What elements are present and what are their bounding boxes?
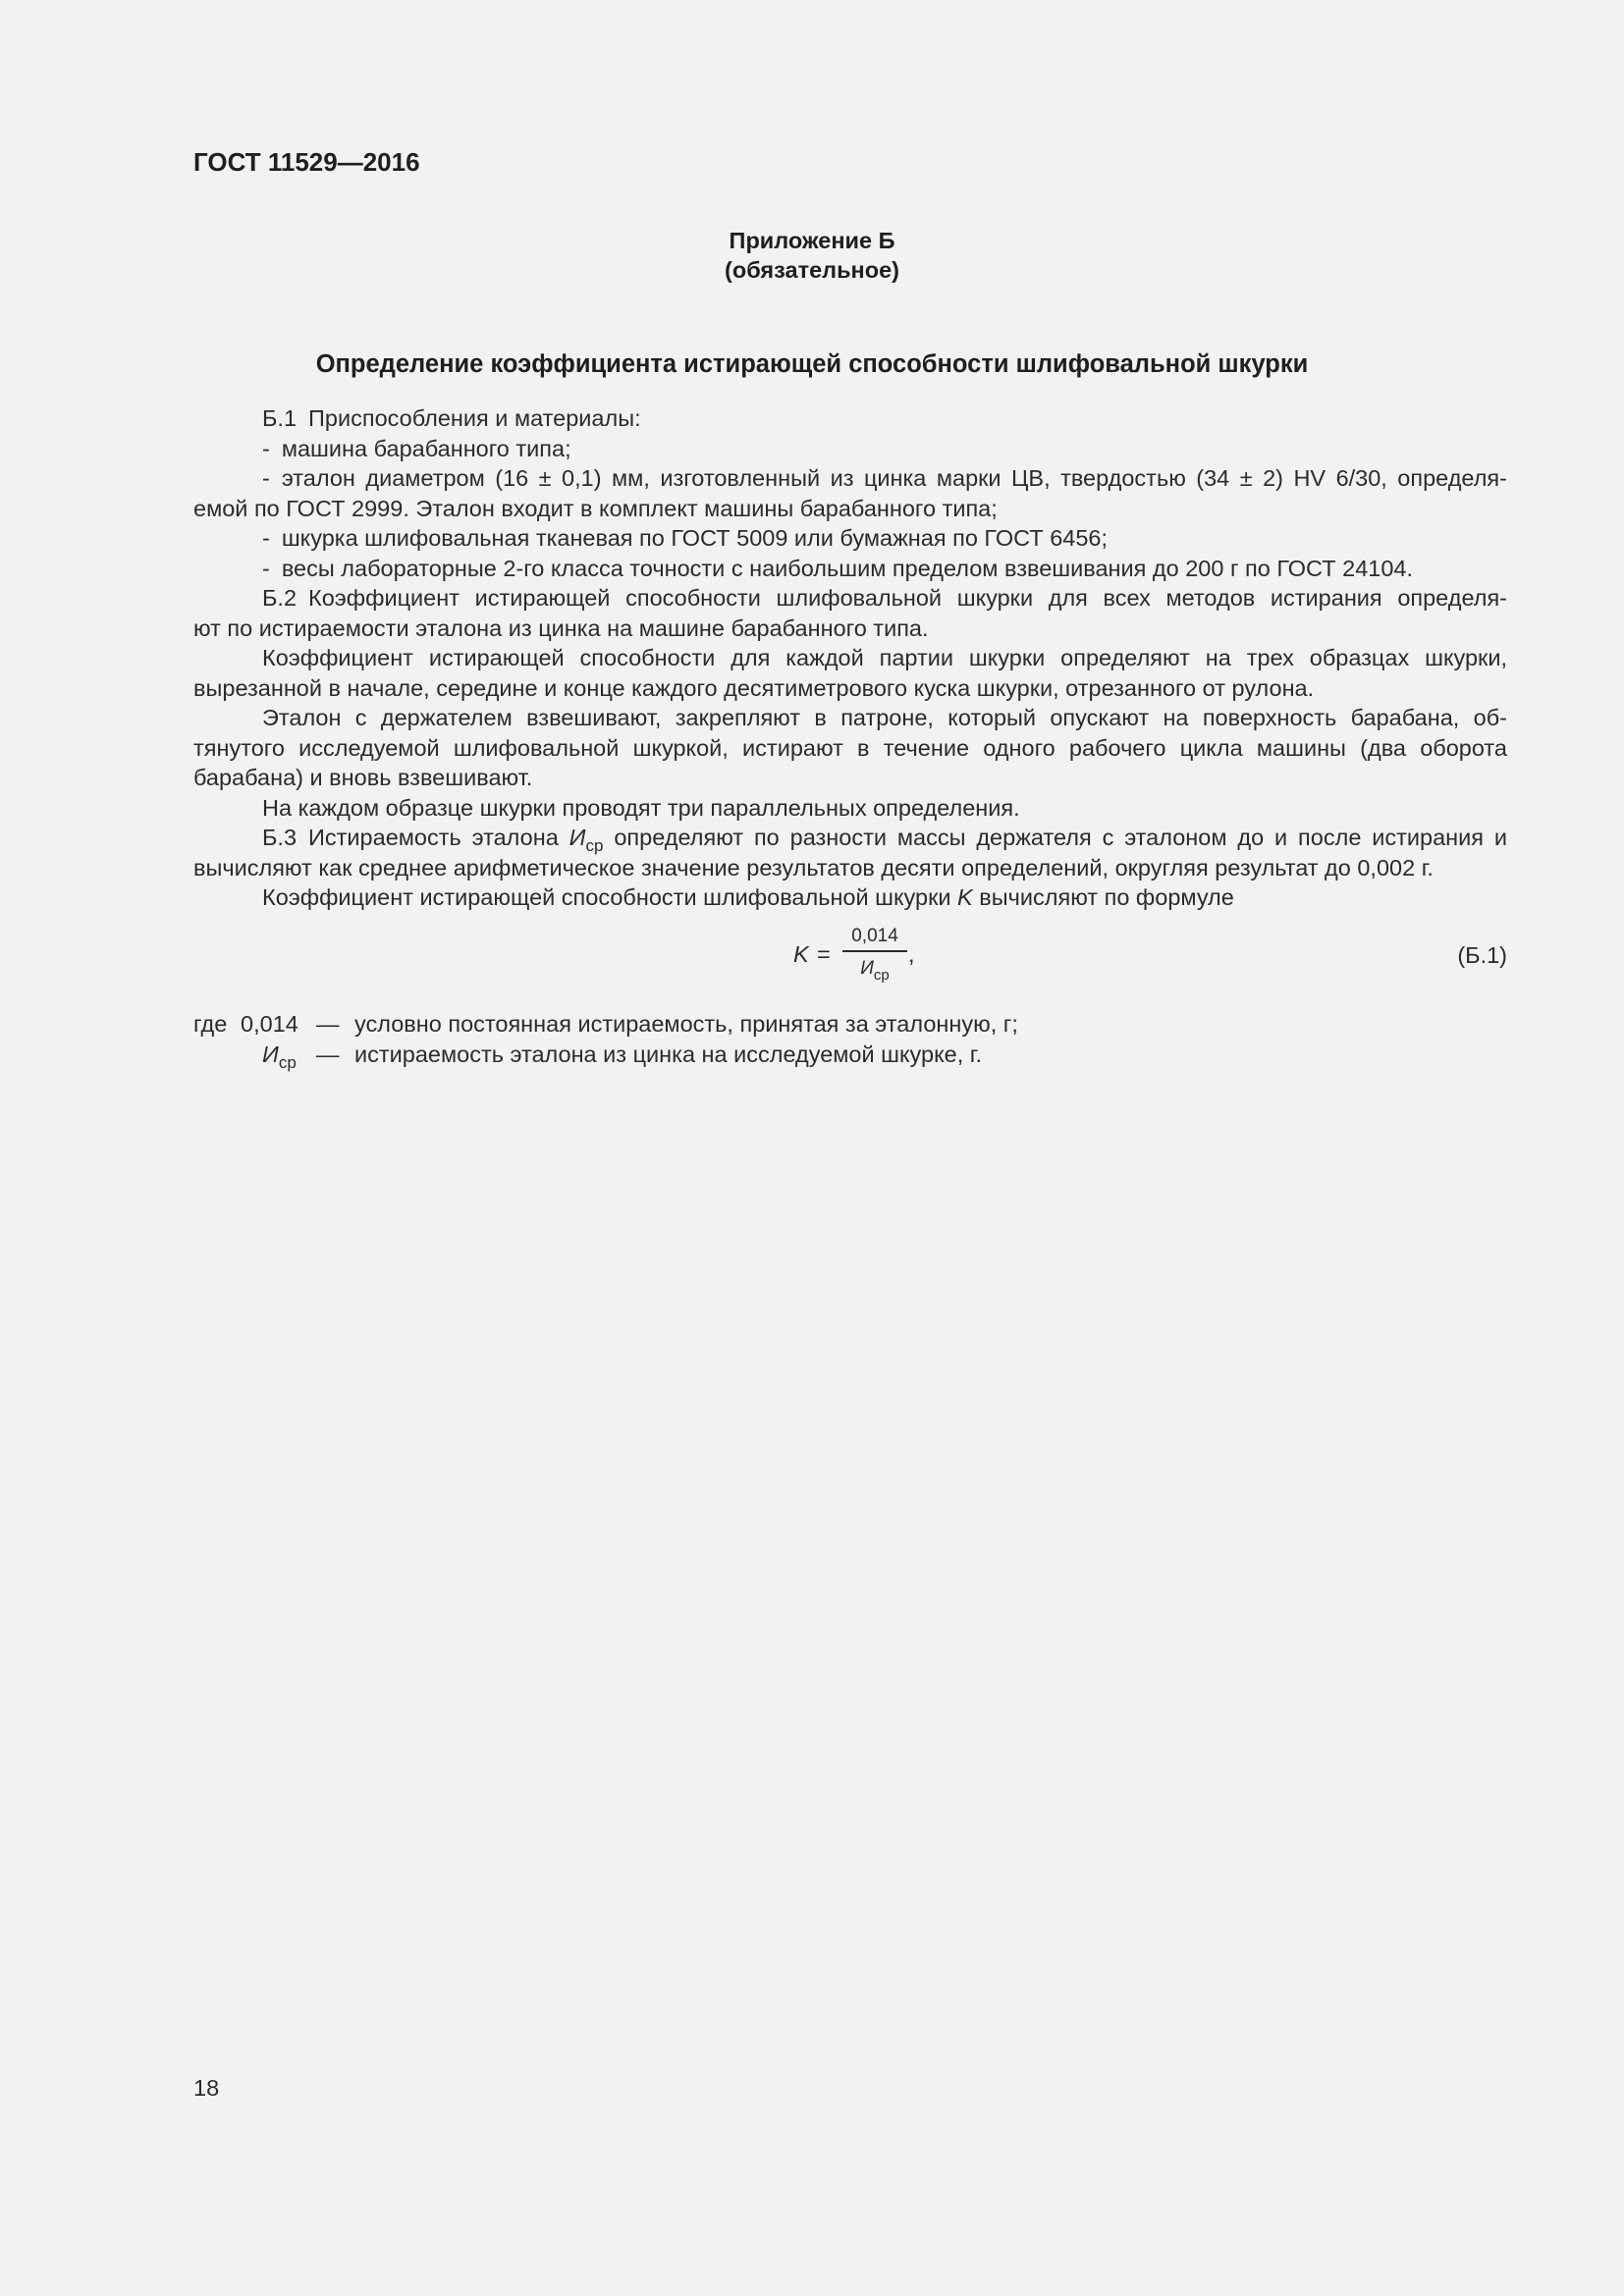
clause-text: Коэффициент истирающей способности шлифовальной шкурки для всех методов истирания определя- bbox=[308, 585, 1507, 611]
list-dash: - bbox=[262, 435, 270, 461]
where-description: условно постоянная истираемость, принятая за эталонную, г; bbox=[354, 1011, 1018, 1037]
where-term-subscript: ср bbox=[278, 1052, 297, 1072]
clause-b2 bbox=[193, 583, 1507, 614]
denominator-symbol: И bbox=[860, 957, 874, 979]
symbol-subscript: ср bbox=[585, 836, 604, 855]
list-item-text: эталон диаметром (16 ± 0,1) мм, изготовленный из цинка марки ЦВ, твердостью (34 ± 2) HV 6/30, определя- bbox=[281, 465, 1507, 491]
formula-comma: , bbox=[908, 941, 915, 967]
list-item bbox=[193, 463, 1507, 494]
where-dash: — bbox=[316, 1041, 340, 1067]
symbol-k: K bbox=[957, 884, 973, 910]
text-line bbox=[193, 882, 1507, 913]
document-id-header: ГОСТ 11529—2016 bbox=[193, 147, 420, 177]
clause-text: определяют по разности массы держателя с эталоном до и после истирания и bbox=[614, 825, 1508, 850]
text-line: вырезанной в начале, середине и конце каждого десятиметрового куска шкурки, отрезанного от рулона. bbox=[193, 674, 1315, 701]
annex-title: Приложение Б bbox=[729, 228, 895, 253]
text-line: барабана) и вновь взвешивают. bbox=[193, 765, 533, 790]
formula-fraction bbox=[842, 925, 907, 982]
formula-equals: = bbox=[817, 941, 831, 967]
list-item bbox=[193, 434, 1507, 464]
document-body bbox=[193, 403, 1507, 913]
list-item-text: весы лабораторные 2-го класса точности с наибольшим пределом взвешивания до 200 г по ГОСТ 24104. bbox=[281, 555, 1414, 581]
clause-number: Б.2 bbox=[262, 585, 298, 611]
list-item-text: шкурка шлифовальная тканевая по ГОСТ 5009 или бумажная по ГОСТ 6456; bbox=[281, 525, 1108, 551]
formula-lhs: K bbox=[793, 941, 809, 967]
formula-denominator bbox=[842, 956, 907, 982]
annex-heading: Определение коэффициента истирающей способности шлифовальной шкурки bbox=[315, 350, 1309, 378]
clause-b1 bbox=[193, 403, 1507, 434]
list-dash: - bbox=[262, 525, 270, 551]
clause-text: Приспособления и материалы: bbox=[308, 405, 641, 431]
where-term: 0,014 bbox=[241, 1011, 298, 1037]
text-line: емой по ГОСТ 2999. Эталон входит в комплект машины барабанного типа; bbox=[193, 495, 998, 521]
clause-number: Б.3 bbox=[262, 825, 298, 850]
fraction-bar bbox=[842, 950, 907, 952]
where-term bbox=[262, 1040, 297, 1070]
list-item-text: машина барабанного типа; bbox=[281, 435, 571, 461]
text-line: На каждом образце шкурки проводят три параллельных определения. bbox=[262, 794, 1020, 821]
where-description: истираемость эталона из цинка на исследуемой шкурке, г. bbox=[354, 1041, 983, 1067]
text-line: вычисляют как среднее арифметическое значение результатов десяти определений, округляя результат до 0,002 г. bbox=[193, 854, 1434, 881]
list-item bbox=[193, 554, 1507, 584]
text-line: Коэффициент истирающей способности для каждой партии шкурки определяют на трех образцах шкурки, bbox=[262, 645, 1507, 670]
denominator-subscript: ср bbox=[873, 966, 890, 984]
text-line: ют по истираемости эталона из цинка на машине барабанного типа. bbox=[193, 614, 929, 641]
text-segment: вычисляют по формуле bbox=[979, 884, 1234, 910]
symbol-i: И bbox=[568, 825, 586, 850]
text-line: Эталон с держателем взвешивают, закрепляют в патроне, который опускают на поверхность барабана, об- bbox=[262, 705, 1507, 730]
list-dash: - bbox=[262, 465, 270, 491]
where-intro: где bbox=[193, 1011, 228, 1037]
text-line: тянутого исследуемой шлифовальной шкуркой, истирают в течение одного рабочего цикла машины (два оборота bbox=[193, 734, 1507, 761]
clause-b3 bbox=[193, 823, 1507, 853]
list-item bbox=[193, 523, 1507, 554]
page-number: 18 bbox=[193, 2075, 220, 2101]
formula-numerator: 0,014 bbox=[851, 926, 898, 946]
clause-number: Б.1 bbox=[262, 405, 298, 431]
text-segment: Коэффициент истирающей способности шлифовальной шкурки bbox=[262, 884, 951, 910]
where-term-symbol: И bbox=[262, 1041, 279, 1067]
formula-number: (Б.1) bbox=[1457, 942, 1507, 968]
list-dash: - bbox=[262, 555, 270, 581]
where-dash: — bbox=[316, 1011, 340, 1037]
clause-text: Истираемость эталона bbox=[308, 825, 559, 850]
annex-type: (обязательное) bbox=[725, 257, 899, 283]
